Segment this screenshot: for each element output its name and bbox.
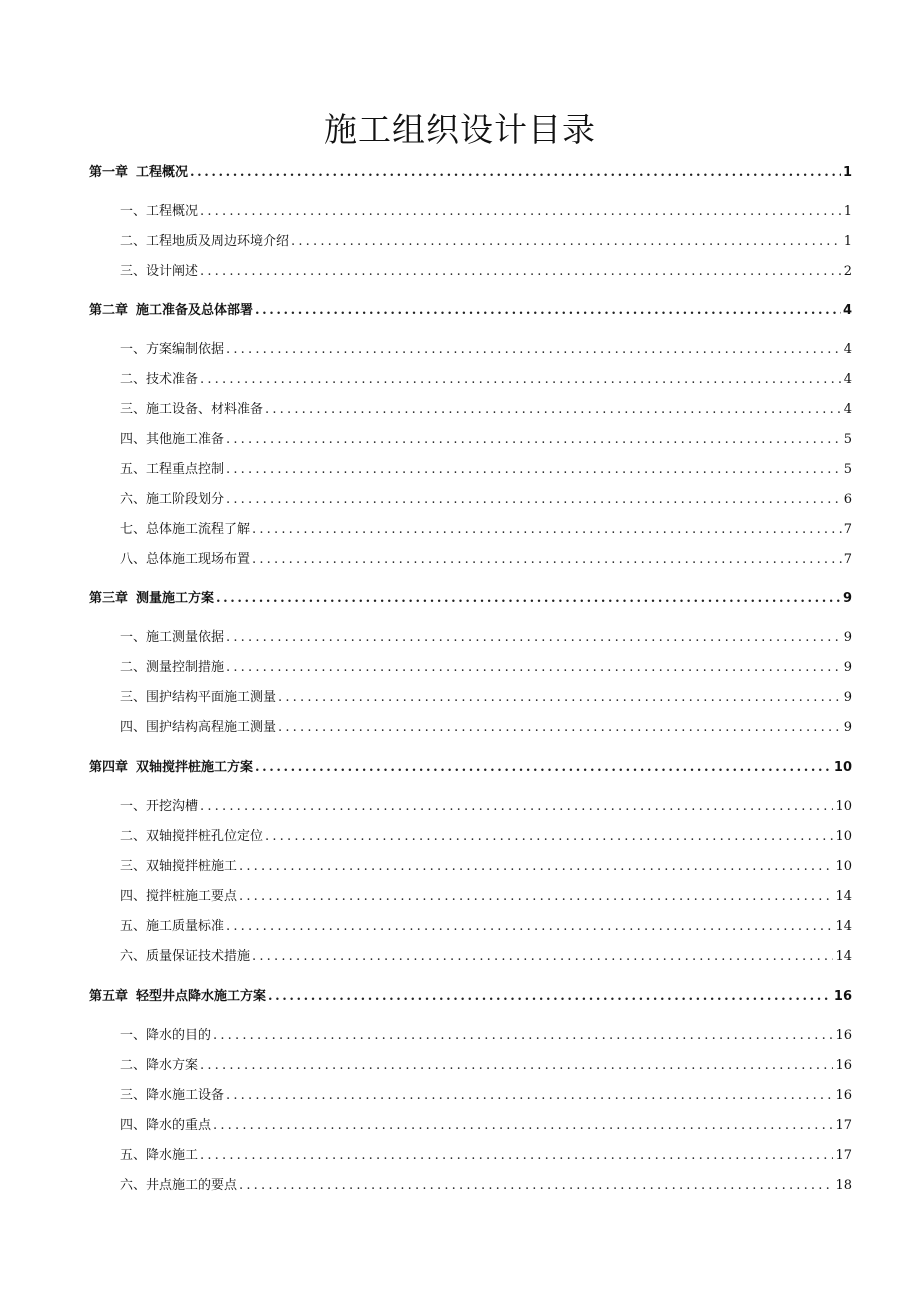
section-title: 五、施工质量标准	[120, 919, 225, 934]
page-number: 1	[843, 234, 852, 249]
section-title: 一、降水的目的	[120, 1028, 212, 1043]
chapter-number: 第三章	[89, 591, 129, 606]
section-title: 一、方案编制依据	[120, 342, 225, 357]
page-number: 4	[843, 372, 852, 387]
section-title: 三、双轴搅拌桩施工	[120, 859, 238, 874]
dot-leader	[255, 301, 841, 321]
section-title: 四、其他施工准备	[120, 432, 225, 447]
section-title: 三、设计阐述	[120, 264, 199, 279]
dot-leader	[213, 1026, 833, 1046]
dot-leader	[268, 987, 832, 1007]
page-number: 2	[843, 264, 852, 279]
dot-leader	[239, 1176, 833, 1196]
dot-leader	[255, 758, 832, 778]
page-number: 4	[843, 402, 852, 417]
page-number: 4	[842, 303, 852, 318]
toc-section[interactable]	[120, 202, 852, 222]
dot-leader	[291, 232, 842, 252]
page-title: 施工组织设计目录	[324, 110, 596, 149]
dot-leader	[226, 430, 842, 450]
toc-section[interactable]	[120, 232, 852, 252]
page-number: 10	[835, 799, 852, 814]
page-number: 16	[835, 1028, 852, 1043]
toc-chapter-3[interactable]	[89, 589, 852, 609]
page-number: 14	[835, 889, 852, 904]
toc-chapter-label	[89, 758, 253, 778]
page-number: 1	[843, 204, 852, 219]
dot-leader	[200, 797, 833, 817]
dot-leader	[265, 827, 833, 847]
section-title: 三、围护结构平面施工测量	[120, 690, 277, 705]
dot-leader	[200, 202, 842, 222]
toc-chapter-1[interactable]	[89, 163, 852, 183]
section-title: 四、围护结构高程施工测量	[120, 720, 277, 735]
page-number: 17	[835, 1118, 852, 1133]
dot-leader	[200, 1146, 833, 1166]
page-number: 6	[843, 492, 852, 507]
dot-leader	[226, 917, 833, 937]
chapter-title: 测量施工方案	[136, 591, 215, 606]
dot-leader	[252, 947, 833, 967]
section-title: 一、开挖沟槽	[120, 799, 199, 814]
toc-section[interactable]	[120, 550, 852, 570]
chapter-number: 第一章	[89, 165, 129, 180]
section-title: 二、双轴搅拌桩孔位定位	[120, 829, 264, 844]
dot-leader	[200, 1056, 833, 1076]
dot-leader	[226, 628, 842, 648]
page-number: 18	[835, 1178, 852, 1193]
toc-chapter-label	[89, 163, 188, 183]
page-number: 7	[843, 522, 852, 537]
toc-section[interactable]	[120, 688, 852, 708]
page-number: 10	[835, 859, 852, 874]
chapter-number: 第五章	[89, 989, 129, 1004]
dot-leader	[226, 658, 842, 678]
toc-section[interactable]	[120, 340, 852, 360]
toc-section[interactable]	[120, 430, 852, 450]
toc-section[interactable]	[120, 520, 852, 540]
section-title: 六、质量保证技术措施	[120, 949, 251, 964]
page-number: 5	[843, 462, 852, 477]
page-number: 10	[835, 829, 852, 844]
dot-leader	[226, 1086, 833, 1106]
page-number: 1	[842, 165, 852, 180]
page-number: 9	[843, 630, 852, 645]
toc-section[interactable]	[120, 1146, 852, 1166]
dot-leader	[252, 520, 842, 540]
toc-section[interactable]	[120, 1086, 852, 1106]
chapter-number: 第二章	[89, 303, 129, 318]
page-number: 9	[843, 690, 852, 705]
toc-chapter-label	[89, 987, 266, 1007]
toc-section[interactable]	[120, 658, 852, 678]
dot-leader	[278, 688, 842, 708]
section-title: 四、降水的重点	[120, 1118, 212, 1133]
toc-section[interactable]	[120, 1176, 852, 1196]
dot-leader	[252, 550, 842, 570]
dot-leader	[239, 887, 833, 907]
page-number: 10	[833, 760, 852, 775]
section-title: 一、工程概况	[120, 204, 199, 219]
section-title: 二、技术准备	[120, 372, 199, 387]
chapter-title: 施工准备及总体部署	[136, 303, 254, 318]
dot-leader	[226, 460, 842, 480]
dot-leader	[213, 1116, 833, 1136]
page-number: 9	[843, 720, 852, 735]
toc-section[interactable]	[120, 1116, 852, 1136]
toc-section[interactable]	[120, 887, 852, 907]
page-number: 9	[842, 591, 852, 606]
toc-section[interactable]	[120, 1026, 852, 1046]
page-number: 4	[843, 342, 852, 357]
dot-leader	[265, 400, 842, 420]
dot-leader	[226, 340, 842, 360]
page-number: 14	[835, 949, 852, 964]
section-title: 一、施工测量依据	[120, 630, 225, 645]
section-title: 六、施工阶段划分	[120, 492, 225, 507]
page-number: 16	[835, 1088, 852, 1103]
page-number: 9	[843, 660, 852, 675]
section-title: 五、工程重点控制	[120, 462, 225, 477]
toc-chapter-5[interactable]	[89, 987, 852, 1007]
toc-section[interactable]	[120, 400, 852, 420]
page-number: 14	[835, 919, 852, 934]
chapter-number: 第四章	[89, 760, 129, 775]
section-title: 二、工程地质及周边环境介绍	[120, 234, 290, 249]
page-number: 7	[843, 552, 852, 567]
section-title: 三、降水施工设备	[120, 1088, 225, 1103]
chapter-title: 双轴搅拌桩施工方案	[136, 760, 254, 775]
dot-leader	[239, 857, 833, 877]
section-title: 三、施工设备、材料准备	[120, 402, 264, 417]
section-title: 二、降水方案	[120, 1058, 199, 1073]
section-title: 七、总体施工流程了解	[120, 522, 251, 537]
toc-chapter-label	[89, 301, 253, 321]
toc-chapter-2[interactable]	[89, 301, 852, 321]
toc-section[interactable]	[120, 718, 852, 738]
section-title: 六、井点施工的要点	[120, 1178, 238, 1193]
section-title: 八、总体施工现场布置	[120, 552, 251, 567]
toc-chapter-label	[89, 589, 214, 609]
dot-leader	[200, 370, 842, 390]
section-title: 四、搅拌桩施工要点	[120, 889, 238, 904]
chapter-title: 工程概况	[136, 165, 189, 180]
page-number: 17	[835, 1148, 852, 1163]
section-title: 二、测量控制措施	[120, 660, 225, 675]
dot-leader	[226, 490, 842, 510]
toc-section[interactable]	[120, 262, 852, 282]
toc-section[interactable]	[120, 857, 852, 877]
toc-section[interactable]	[120, 917, 852, 937]
dot-leader	[200, 262, 842, 282]
section-title: 五、降水施工	[120, 1148, 199, 1163]
chapter-title: 轻型井点降水施工方案	[136, 989, 267, 1004]
page-number: 16	[835, 1058, 852, 1073]
toc-section[interactable]	[120, 947, 852, 967]
toc-section[interactable]	[120, 370, 852, 390]
toc-section[interactable]	[120, 797, 852, 817]
toc-section[interactable]	[120, 827, 852, 847]
toc-section[interactable]	[120, 1056, 852, 1076]
dot-leader	[216, 589, 841, 609]
dot-leader	[278, 718, 842, 738]
toc-chapter-4[interactable]	[89, 758, 852, 778]
toc-section[interactable]	[120, 460, 852, 480]
toc-section[interactable]	[120, 628, 852, 648]
page-number: 5	[843, 432, 852, 447]
dot-leader	[190, 163, 841, 183]
toc-section[interactable]	[120, 490, 852, 510]
page-number: 16	[833, 989, 852, 1004]
